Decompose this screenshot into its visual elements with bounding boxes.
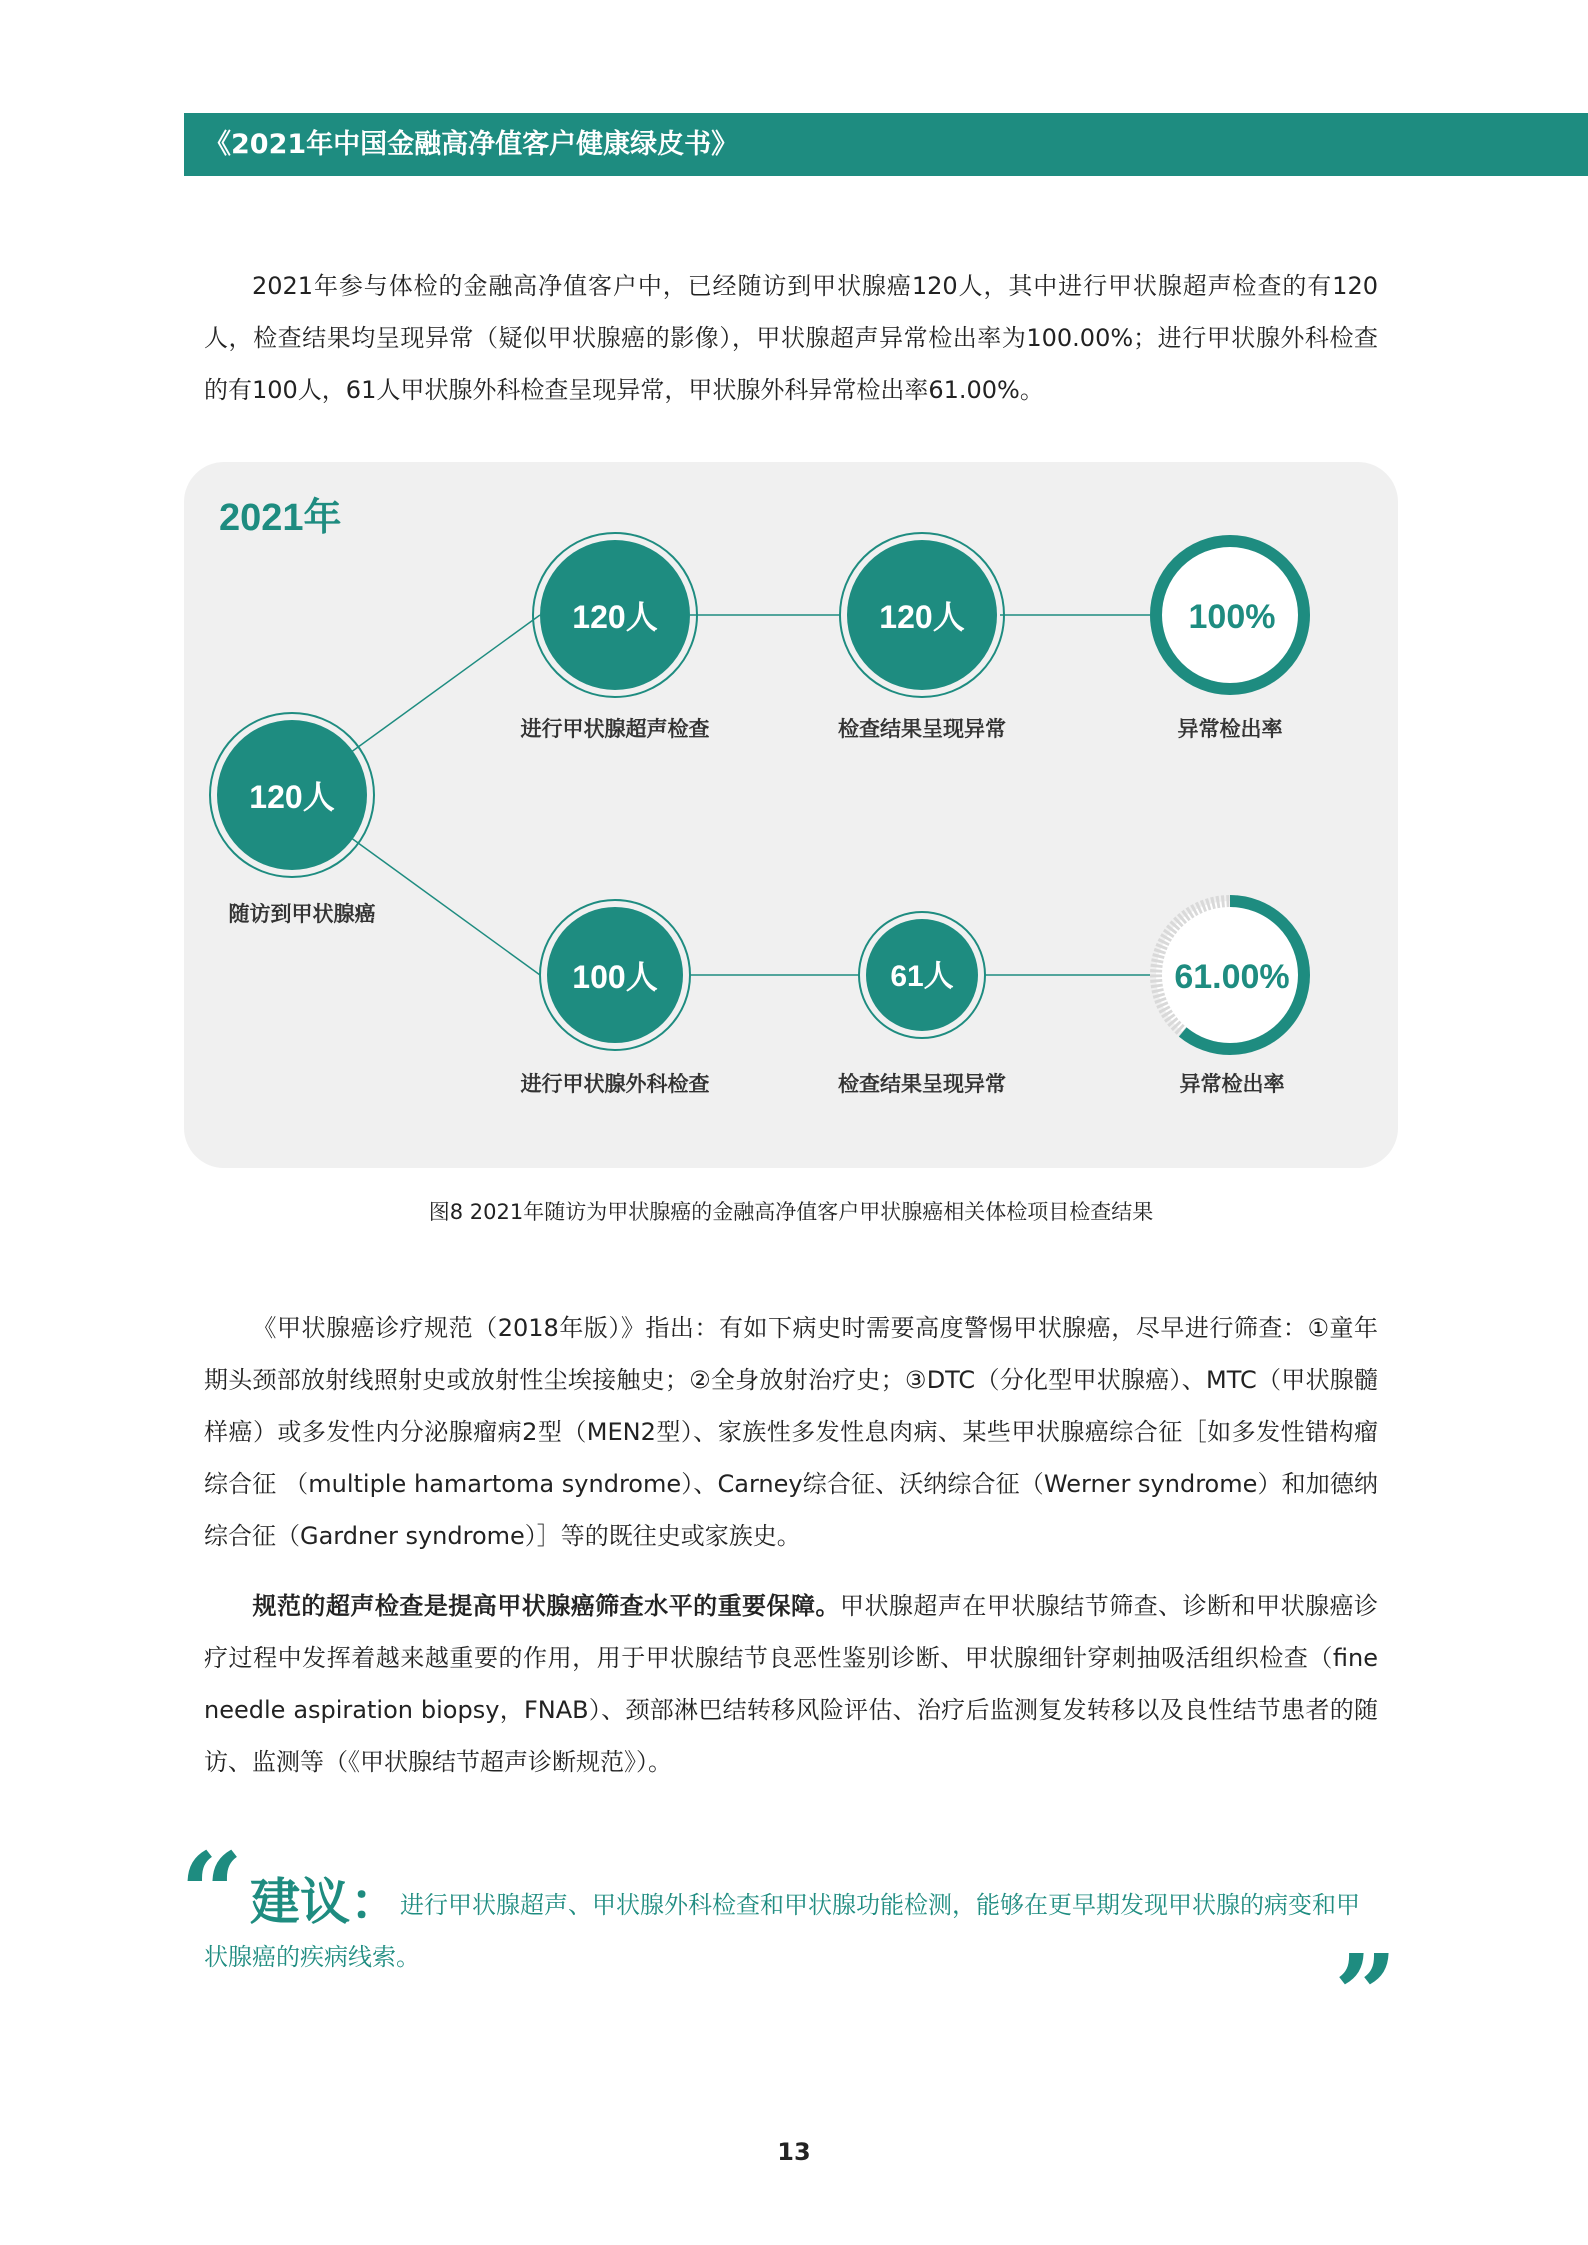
page-number: 13 bbox=[777, 2138, 811, 2166]
figure-caption: 图8 2021年随访为甲状腺癌的金融高净值客户甲状腺癌相关体检项目检查结果 bbox=[428, 1200, 1154, 1224]
paragraph-3 bbox=[204, 1580, 1378, 1788]
node-top-2-value: 120人 bbox=[879, 599, 965, 635]
node-bottom-1-label: 进行甲状腺外科检查 bbox=[520, 1072, 710, 1096]
paragraph-3-text: 甲状腺超声在甲状腺结节筛查、诊断和甲状腺癌诊疗过程中发挥着越来越重要的作用，用于甲状腺结节良恶性鉴别诊断、甲状腺细针穿刺抽吸活组织检查（fine needle aspiration biopsy，FNAB）、颈部淋巴结转移风险评估、治疗后监测复发转移以及良性结节患者的随访、监测等（《甲状腺结节超声诊断规范》）。 bbox=[204, 1592, 1379, 1776]
rate-ring-top bbox=[1156, 541, 1304, 689]
node-bottom-2-label: 检查结果呈现异常 bbox=[838, 1072, 1006, 1096]
advice-box bbox=[204, 1873, 1378, 1983]
node-bottom-1-value: 100人 bbox=[572, 959, 658, 995]
paragraph-2-text: 《甲状腺癌诊疗规范（2018年版）》指出：有如下病史时需要高度警惕甲状腺癌，尽早进行筛查：①童年期头颈部放射线照射史或放射性尘埃接触史；②全身放射治疗史；③DTC（分化型甲状腺癌）、MTC（甲状腺髓样癌）或多发性内分泌腺瘤病2型（MEN2型）、家族性多发性息肉病、某些甲状腺癌综合征［如多发性错构瘤综合征 （multiple hamartoma syndrome）、Carney综合征、沃纳综合征（Werner syndrome）和加德纳综合征（Gardner syndrome）］等的既往史或家族史。 bbox=[204, 1314, 1378, 1550]
node-top-1-label: 进行甲状腺超声检查 bbox=[520, 717, 710, 741]
quote-close-icon: ” bbox=[1334, 1930, 1398, 2059]
advice-text: 进行甲状腺超声、甲状腺外科检查和甲状腺功能检测，能够在更早期发现甲状腺的病变和甲状腺癌的疾病线索。 bbox=[204, 1891, 1360, 1971]
rate-bottom-value: 61.00% bbox=[1174, 958, 1290, 996]
node-root-value: 120人 bbox=[249, 779, 335, 815]
figure-year: 2021年 bbox=[219, 497, 342, 539]
paragraph-3-bold: 规范的超声检查是提高甲状腺癌筛查水平的重要保障。 bbox=[252, 1592, 840, 1620]
node-root-label: 随访到甲状腺癌 bbox=[228, 902, 376, 926]
rate-top-value: 100% bbox=[1188, 598, 1276, 636]
rate-top-label: 异常检出率 bbox=[1177, 717, 1283, 741]
paragraph-1-text: 2021年参与体检的金融高净值客户中，已经随访到甲状腺癌120人，其中进行甲状腺超声检查的有120人，检查结果均呈现异常（疑似甲状腺癌的影像），甲状腺超声异常检出率为100.00%；进行甲状腺外科检查的有100人，61人甲状腺外科检查呈现异常，甲状腺外科异常检出率61.00%。 bbox=[204, 272, 1378, 404]
paragraph-2 bbox=[204, 1302, 1378, 1562]
node-root bbox=[210, 713, 374, 877]
rate-bottom-label: 异常检出率 bbox=[1179, 1072, 1285, 1096]
node-bottom-1 bbox=[540, 900, 690, 1050]
rate-ring-bottom bbox=[1156, 901, 1304, 1049]
header-title: 《2021年中国金融高净值客户健康绿皮书》 bbox=[204, 129, 739, 160]
advice-title: 建议： bbox=[250, 1873, 400, 1931]
node-top-1 bbox=[533, 533, 697, 697]
node-bottom-2-value: 61人 bbox=[890, 960, 954, 993]
node-top-2-label: 检查结果呈现异常 bbox=[838, 717, 1006, 741]
node-bottom-2 bbox=[859, 912, 985, 1038]
node-top-1-value: 120人 bbox=[572, 599, 658, 635]
quote-open-icon: “ bbox=[180, 1828, 244, 1957]
node-top-2 bbox=[840, 533, 1004, 697]
